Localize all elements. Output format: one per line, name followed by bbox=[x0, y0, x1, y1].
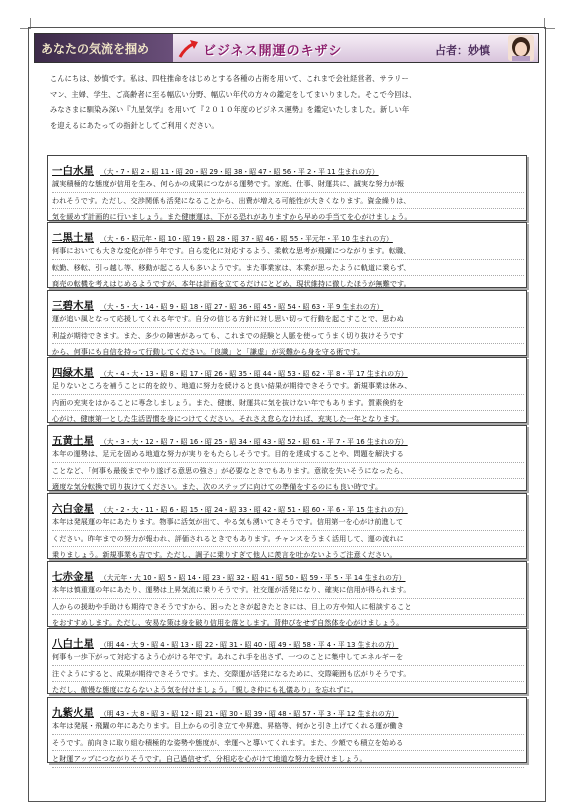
intro-text bbox=[50, 71, 528, 133]
description-line: 心がけ、健康第一とした生活習慣を身につけてください。それさえ怠らなければ、充実した一年となります。 bbox=[52, 411, 524, 428]
banner-tagline: あなたの気流を掴め bbox=[41, 42, 150, 56]
birth-years: （大・3・大・12・昭 7・昭 16・昭 25・昭 34・昭 43・昭 52・昭 61・平 7・平 16 生まれの方） bbox=[100, 438, 408, 446]
description-line: 足りないところを補うことに的を絞り、地道に努力を続けると良い結果が期待できそうです。新規事業は休み、 bbox=[52, 378, 524, 395]
description-line: ただし、傲慢な態度にならないよう気を付けましょう。「親しき仲にも礼儀あり」を忘れずに。 bbox=[52, 682, 524, 699]
star-description bbox=[52, 649, 524, 699]
birth-years: （大・4・大・13・昭 8・昭 17・昭 26・昭 35・昭 44・昭 53・昭 62・平 8・平 17 生まれの方） bbox=[100, 370, 408, 378]
description-line: 本年は発展・飛躍の年にあたります。目上からの引き立てや昇進、昇格等、何かと引き上げてくれる運が働き bbox=[52, 718, 524, 735]
star-name: 六白金星 bbox=[52, 503, 94, 515]
star-description bbox=[52, 718, 524, 768]
description-line: 誠実積極的な態度が信用を生み、何らかの成果につながる運勢です。家庭、仕事、財運共に、誠実な努力が報 bbox=[52, 176, 524, 193]
description-line: われそうです。ただし、交渉関係も活発になることから、出費が増える可能性が大きくなります。資金繰りは、 bbox=[52, 193, 524, 210]
star-name: 一白水星 bbox=[52, 165, 94, 177]
description-line: 転勤、移転、引っ越し等、移動が起こる人も多いようです。また事業家は、本業が思ったように軌道に乗らず、 bbox=[52, 260, 524, 277]
star-box bbox=[47, 357, 527, 423]
banner-author: 占者：妙慎 bbox=[435, 44, 490, 57]
birth-years: （大・2・大・11・昭 6・昭 15・昭 24・昭 33・昭 42・昭 51・昭 60・平 6・平 15 生まれの方） bbox=[100, 506, 408, 514]
birth-years: （大・5・大・14・昭 9・昭 18・昭 27・昭 36・昭 45・昭 54・昭 63・平 9 生まれの方） bbox=[100, 303, 384, 311]
star-name: 四緑木星 bbox=[52, 367, 94, 379]
description-line: 適度な気分転換で切り抜けてください。また、次のステップに向けての準備をするのにも良い時です。 bbox=[52, 479, 524, 496]
star-box bbox=[47, 290, 527, 356]
star-name: 九紫火星 bbox=[52, 707, 94, 719]
description-line: 本年は慎重運の年にあたり、運勢は上昇気流に乗りそうです。社交運が活発になり、確実に信用が得られます。 bbox=[52, 582, 524, 599]
intro-line: こんにちは、妙慎です。私は、四柱推命をはじめとする各種の占術を用いて、これまで会社経営者、サラリー bbox=[50, 74, 409, 83]
header-banner bbox=[34, 33, 539, 63]
banner-title: ビジネス開運のキザシ bbox=[203, 44, 343, 59]
description-line: 何事も一歩下がって対応するよう心がける年です。あれこれ手を出さず、一つのことに集中してエネルギーを bbox=[52, 649, 524, 666]
birth-years: （大・7・昭 2・昭 11・昭 20・昭 29・昭 38・昭 47・昭 56・平 2・平 11 生まれの方） bbox=[100, 168, 379, 176]
star-description bbox=[52, 243, 524, 293]
star-description bbox=[52, 582, 524, 632]
description-line: 注ぐようにすると、成果が期待できそうです。また、交際運が活発になるために、交際範囲も広がりそうです。 bbox=[52, 666, 524, 683]
star-description bbox=[52, 514, 524, 564]
star-description bbox=[52, 311, 524, 361]
star-description bbox=[52, 176, 524, 226]
intro-line: を迎えるにあたっての指針としてご利用ください。 bbox=[50, 120, 219, 130]
intro-line: みなさまに馴染み深い『九星気学』を用いて『２０１０年度のビジネス運勢』を鑑定いたしました。新しい年 bbox=[50, 105, 410, 115]
birth-years: （大元年・大 10・昭 5・昭 14・昭 23・昭 32・昭 41・昭 50・昭 59・平 5・平 14 生まれの方） bbox=[100, 574, 406, 582]
description-line: と財運アップにつながりそうです。自己過信せず、分相応を心がけて地道な努力を続けましょう。 bbox=[52, 751, 524, 768]
star-name: 三碧木星 bbox=[52, 300, 94, 312]
description-line: をおすすめします。ただし、安易な策は身を破り信用を落とします。背伸びをせず自然体を心がけましょう。 bbox=[52, 615, 524, 632]
description-line: ことなど、「何事も最後までやり遂げる意思の強さ」が必要なときでもあります。意欲を失いそうになったら、 bbox=[52, 463, 524, 480]
description-line: 内面の充実をはかることに専念しましょう。また、健康、財運共に気を抜けない年でもあります。質素倹約を bbox=[52, 395, 524, 412]
description-line: 本年は発展運の年にあたります。物事に活気が出て、やる気も湧いてきそうです。信用第一を心がけ前進して bbox=[52, 514, 524, 531]
arrow-up-right-icon bbox=[177, 38, 199, 60]
star-box bbox=[47, 697, 527, 763]
description-line: 運が追い風となって応援してくれる年です。自分の信じる方針に対し思い切って行動を起こすことで、思わぬ bbox=[52, 311, 524, 328]
birth-years: （明 44・大 9・昭 4・昭 13・昭 22・昭 31・昭 40・昭 49・昭 58・平 4・平 13 生まれの方） bbox=[100, 641, 399, 649]
description-line: 商売の転機を考えはじめるようですが、本年は計画を立てるだけにとどめ、現状維持に徹したほうが無難です。 bbox=[52, 276, 524, 293]
star-box bbox=[47, 425, 527, 491]
star-box bbox=[47, 493, 527, 559]
birth-years: （明 43・大 8・昭 3・昭 12・昭 21・昭 30・昭 39・昭 48・昭 57・平 3・平 12 生まれの方） bbox=[100, 710, 399, 718]
birth-years: （大・6・昭元年・昭 10・昭 19・昭 28・昭 37・昭 46・昭 55・平元年・平 10 生まれの方） bbox=[100, 235, 393, 243]
intro-line: マン、主婦、学生、ご高齢者に至る幅広い分野、幅広い年代の方々の鑑定をしてまいりました。そこで今回は、 bbox=[50, 89, 417, 99]
description-line: ください。昨年までの努力が報われ、評価されるときでもあります。チャンスをうまく活用して、運の流れに bbox=[52, 531, 524, 548]
star-box bbox=[47, 155, 527, 221]
star-description bbox=[52, 378, 524, 428]
star-box bbox=[47, 628, 527, 694]
description-line: そうです。前向きに取り組む積極的な姿勢や態度が、幸運へと導いてくれます。また、少額でも積立を始める bbox=[52, 735, 524, 752]
description-line: 人からの援助や手助けも期待できそうですから、困ったときが起きたときには、目上の方や知人に相談すること bbox=[52, 599, 524, 616]
star-box bbox=[47, 222, 527, 288]
description-line: 乗りましょう。新規事業も吉です。ただし、調子に乗りすぎて他人に羨言を吐かないようご注意ください。 bbox=[52, 547, 524, 564]
description-line: 本年の運勢は、足元を固める地道な努力が実りをもたらしそうです。目的を達成することや、問題を解決する bbox=[52, 446, 524, 463]
description-line: 何事においても大きな変化が伴う年です。自ら変化に対応するよう、柔軟な思考が飛躍につながります。転職、 bbox=[52, 243, 524, 260]
description-line: 気を緩めず計画的に行いましょう。また健康運は、下がる恐れがありますから早めの手当てを心がけましょう。 bbox=[52, 209, 524, 226]
star-name: 二黒土星 bbox=[52, 232, 94, 244]
description-line: から、何事にも自信を持って行動してください。「良識」と「謙虚」が災難から身を守る術です。 bbox=[52, 344, 524, 361]
star-name: 八白土星 bbox=[52, 638, 94, 650]
description-line: 利益が期待できます。また、多少の障害があっても、これまでの経験と人脈を使ってうまく切り抜けそうです bbox=[52, 328, 524, 345]
star-name: 五黄土星 bbox=[52, 435, 94, 447]
star-description bbox=[52, 446, 524, 496]
star-box bbox=[47, 561, 527, 627]
author-avatar bbox=[508, 35, 534, 61]
star-name: 七赤金星 bbox=[52, 571, 94, 583]
